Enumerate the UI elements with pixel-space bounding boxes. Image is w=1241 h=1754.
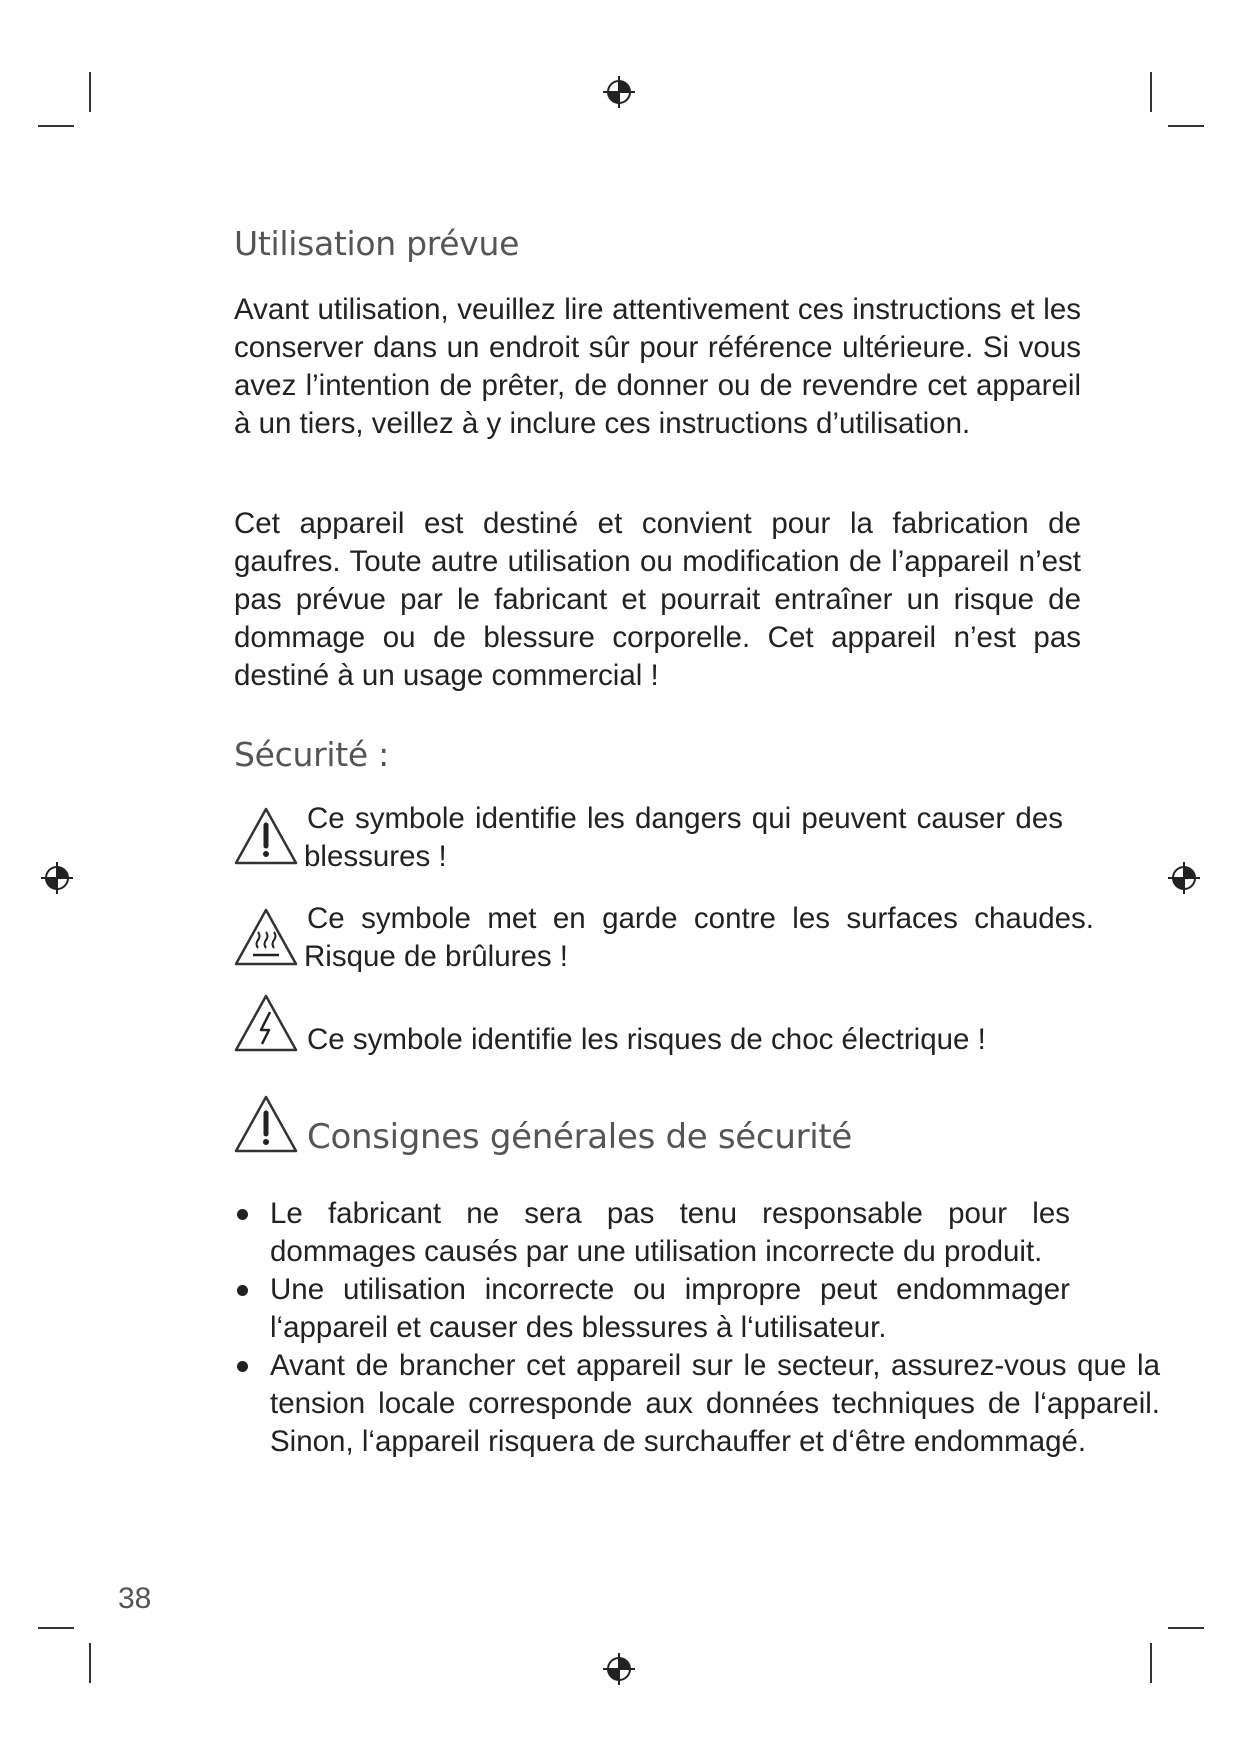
page-number: 38 [118, 1582, 152, 1615]
warning-text-injury: Ce symbole identifie les dangers qui peuvent causer des blessures ! [304, 802, 1063, 873]
crop-mark [1150, 1643, 1152, 1683]
warning-exclamation-icon [233, 1093, 299, 1155]
warning-exclamation-icon [233, 805, 299, 867]
registration-mark-icon [602, 1652, 636, 1686]
bullet-icon [237, 1285, 248, 1296]
hot-surface-icon [233, 906, 299, 968]
section-title-safety: Sécurité : [234, 735, 389, 774]
list-item: Le fabricant ne sera pas tenu responsable pour les dommages causés par une utilisation incorrecte du produit. [234, 1195, 1070, 1271]
bullet-icon [237, 1361, 248, 1372]
list-item: Avant de brancher cet appareil sur le secteur, assurez-vous que la tension locale corresponde aux données techniques de l‘appareil. Sinon, l‘appareil risquera de surchauffer et d‘être endommagé. [234, 1347, 1160, 1461]
section-title-intended-use: Utilisation prévue [234, 224, 520, 263]
crop-mark [1168, 1627, 1204, 1629]
registration-mark-icon [602, 75, 636, 109]
registration-mark-icon [1167, 861, 1201, 895]
intended-use-paragraph-2: Cet appareil est destiné et convient pour la fabrication de gaufres. Toute autre utilisation ou modification de l’appareil n’est pas prévue par le fabricant et pourrait entraîner un risque de dommage ou de blessure corporelle. Cet appareil n’est pas destiné à un usage commercial ! [234, 507, 1081, 692]
warning-text-electric-shock: Ce symbole identifie les risques de choc électrique ! [307, 1023, 986, 1056]
crop-mark [1150, 72, 1152, 112]
warning-text-hot-surface: Ce symbole met en garde contre les surfaces chaudes. Risque de brûlures ! [304, 902, 1094, 973]
crop-mark [89, 1643, 91, 1683]
crop-mark [38, 1627, 74, 1629]
crop-mark [1168, 125, 1204, 127]
general-safety-list [234, 1195, 1160, 1461]
registration-mark-icon [40, 861, 74, 895]
bullet-icon [237, 1209, 248, 1220]
crop-mark [38, 125, 74, 127]
electric-shock-icon [233, 992, 299, 1054]
intended-use-paragraph-1: Avant utilisation, veuillez lire attentivement ces instructions et les conserver dans un endroit sûr pour référence ultérieure. Si vous avez l’intention de prêter, de donner ou de revendre cet appareil à un tiers, veillez à y inclure ces instructions d’utilisation. [234, 293, 1081, 440]
crop-mark [89, 72, 91, 112]
section-title-general-safety: Consignes générales de sécurité [307, 1117, 853, 1157]
list-item: Une utilisation incorrecte ou impropre peut endommager l‘appareil et causer des blessures à l‘utilisateur. [234, 1271, 1070, 1347]
